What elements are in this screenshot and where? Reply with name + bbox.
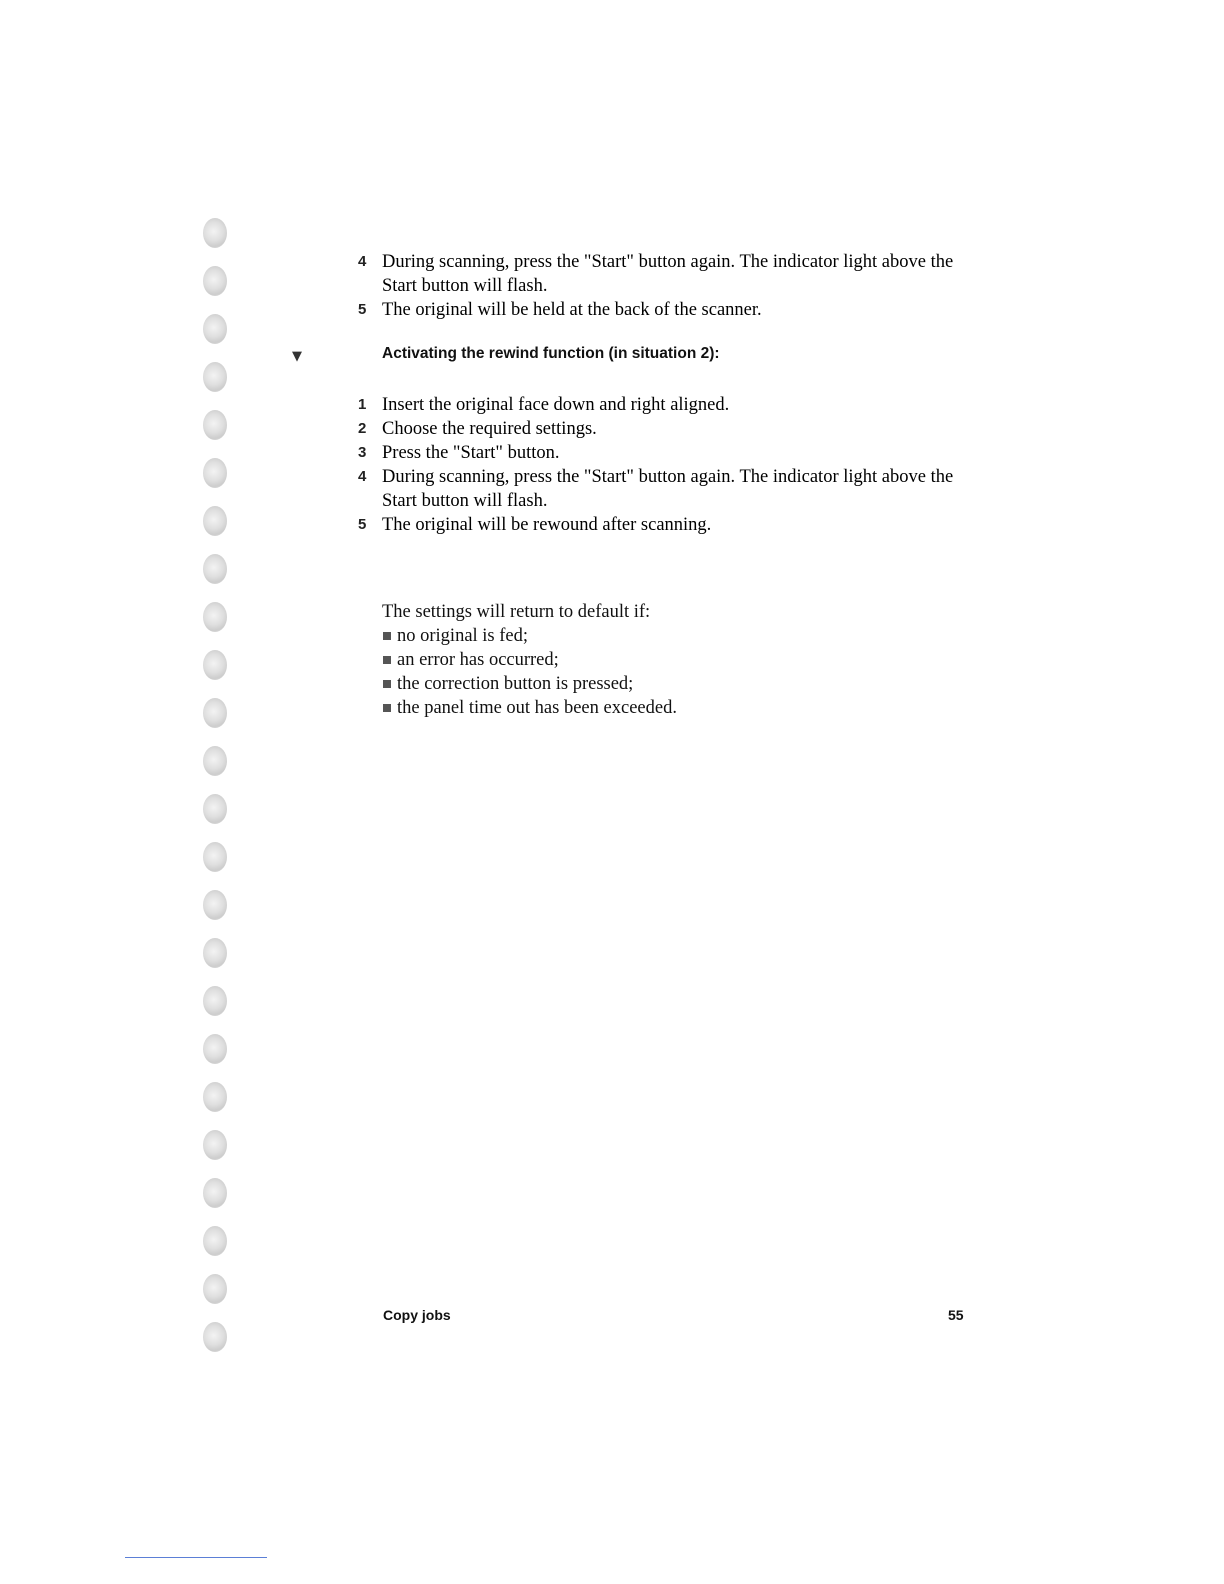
binding-hole xyxy=(203,794,227,824)
note-intro: The settings will return to default if: xyxy=(382,602,651,622)
binding-hole xyxy=(203,938,227,968)
step-number: 5 xyxy=(358,301,367,318)
binding-hole xyxy=(203,650,227,680)
binding-hole xyxy=(203,218,227,248)
step-text: Insert the original face down and right aligned. xyxy=(382,395,730,415)
step-number: 3 xyxy=(358,444,367,461)
step-text: Press the "Start" button. xyxy=(382,443,560,463)
step-text: Choose the required settings. xyxy=(382,419,597,439)
bullet-text: no original is fed; xyxy=(397,626,529,646)
binding-hole xyxy=(203,410,227,440)
binding-hole xyxy=(203,986,227,1016)
binding-hole xyxy=(203,314,227,344)
binding-hole xyxy=(203,746,227,776)
bullet-text: the panel time out has been exceeded. xyxy=(397,698,677,718)
step-number: 5 xyxy=(358,516,367,533)
triangle-marker-icon: ▼ xyxy=(292,349,302,364)
binding-hole xyxy=(203,602,227,632)
binding-hole xyxy=(203,1274,227,1304)
binding-hole xyxy=(203,458,227,488)
step-item xyxy=(358,465,978,513)
step-text: During scanning, press the "Start" button again. The indicator light above the Start button will flash. xyxy=(382,252,954,296)
binding-hole xyxy=(203,266,227,296)
step-number: 4 xyxy=(358,253,367,270)
bottom-divider xyxy=(125,1557,267,1558)
binding-hole xyxy=(203,698,227,728)
binding-hole xyxy=(203,1130,227,1160)
binding-hole xyxy=(203,1226,227,1256)
note-bullet-list xyxy=(382,624,677,720)
step-text: The original will be held at the back of the scanner. xyxy=(382,300,762,320)
binding-hole xyxy=(203,1082,227,1112)
step-item xyxy=(358,417,978,441)
binding-holes xyxy=(203,218,233,1358)
list-item xyxy=(382,672,677,696)
list-item xyxy=(382,696,677,720)
binding-hole xyxy=(203,1034,227,1064)
binding-hole xyxy=(203,1322,227,1352)
binding-hole xyxy=(203,554,227,584)
step-number: 4 xyxy=(358,468,367,485)
binding-hole xyxy=(203,1178,227,1208)
step-number: 2 xyxy=(358,420,367,437)
step-item xyxy=(358,298,978,322)
binding-hole xyxy=(203,842,227,872)
page-number: 55 xyxy=(948,1307,964,1323)
square-bullet-icon xyxy=(383,656,391,664)
binding-hole xyxy=(203,506,227,536)
step-item xyxy=(358,393,978,417)
section-heading: Activating the rewind function (in situation 2): xyxy=(382,345,720,362)
bullet-text: an error has occurred; xyxy=(397,650,559,670)
footer-section-title: Copy jobs xyxy=(383,1307,451,1323)
step-number: 1 xyxy=(358,396,367,413)
bullet-text: the correction button is pressed; xyxy=(397,674,634,694)
square-bullet-icon xyxy=(383,632,391,640)
list-item xyxy=(382,624,677,648)
square-bullet-icon xyxy=(383,680,391,688)
step-item xyxy=(358,513,978,537)
step-item xyxy=(358,250,978,298)
binding-hole xyxy=(203,890,227,920)
step-text: During scanning, press the "Start" button again. The indicator light above the Start button will flash. xyxy=(382,467,954,511)
step-item xyxy=(358,441,978,465)
square-bullet-icon xyxy=(383,704,391,712)
step-text: The original will be rewound after scanning. xyxy=(382,515,712,535)
binding-hole xyxy=(203,362,227,392)
list-item xyxy=(382,648,677,672)
